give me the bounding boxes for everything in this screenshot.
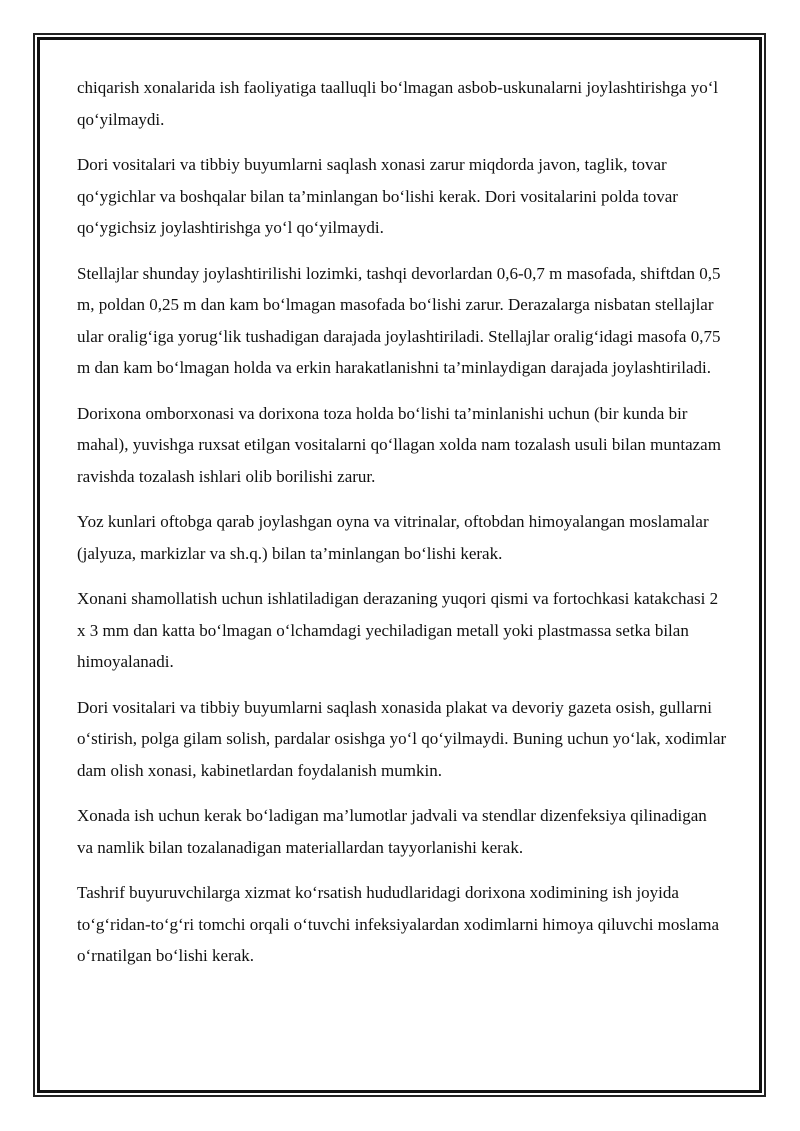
paragraph: chiqarish xonalarida ish faoliyatiga taalluqli bo‘lmagan asbob-uskunalarni joylashtirishga yo‘l qo‘yilmaydi. [77, 78, 719, 129]
paragraph: Yoz kunlari oftobga qarab joylashgan oyna va vitrinalar, oftobdan himoyalangan moslamalar (jalyuza, markizlar va sh.q.) bilan ta’minlangan bo‘lishi kerak. [77, 512, 709, 563]
paragraph: Xonada ish uchun kerak bo‘ladigan ma’lumotlar jadvali va stendlar dizenfeksiya qilinadigan va namlik bilan tozalanadigan materiallardan tayyorlanishi kerak. [77, 806, 707, 857]
paragraph: Tashrif buyuruvchilarga xizmat ko‘rsatish hududlaridagi dorixona xodimining ish joyida to‘g‘ridan-to‘g‘ri tomchi orqali o‘tuvchi infeksiyalardan xodimlarni himoya qiluvchi moslama o‘rnatilgan bo‘lishi kerak. [77, 883, 720, 965]
paragraph: Stellajlar shunday joylashtirilishi lozimki, tashqi devorlardan 0,6-0,7 m masofada, shiftdan 0,5 m, poldan 0,25 m dan kam bo‘lmagan masofada bo‘lishi zarur. Derazalarga nisbatan stellajlar ular oralig‘iga yorug‘lik tushadigan darajada joylashtiriladi. Stellajlar oralig‘idagi masofa 0,75 m dan kam bo‘lmagan holda va erkin harakatlanishni ta’minlaydigan darajada joylashtiriladi. [77, 263, 721, 377]
paragraph: Dori vositalari va tibbiy buyumlarni saqlash xonasida plakat va devoriy gazeta osish, gullarni o‘stirish, polga gilam solish, pardalar osishga yo‘l qo‘yilmaydi. Buning uchun yo‘lak, xodimlar dam olish xonasi, kabinetlardan foydalanish mumkin. [77, 697, 727, 780]
document-body [77, 72, 727, 986]
paragraph: Dorixona omborxonasi va dorixona toza holda bo‘lishi ta’minlanishi uchun (bir kunda bir mahal), yuvishga ruxsat etilgan vositalarni qo‘llagan xolda nam tozalash usuli bilan muntazam ravishda tozalash ishlari olib borilishi zarur. [77, 403, 721, 486]
paragraph: Dori vositalari va tibbiy buyumlarni saqlash xonasi zarur miqdorda javon, taglik, tovar qo‘ygichlar va boshqalar bilan ta’minlangan bo‘lishi kerak. Dori vositalarini polda tovar qo‘ygichsiz joylashtirishga yo‘l qo‘yilmaydi. [77, 155, 678, 237]
paragraph: Xonani shamollatish uchun ishlatiladigan derazaning yuqori qismi va fortochkasi katakchasi 2 x 3 mm dan katta bo‘lmagan o‘lchamdagi yechiladigan metall yoki plastmassa setka bilan himoyalanadi. [77, 589, 719, 671]
